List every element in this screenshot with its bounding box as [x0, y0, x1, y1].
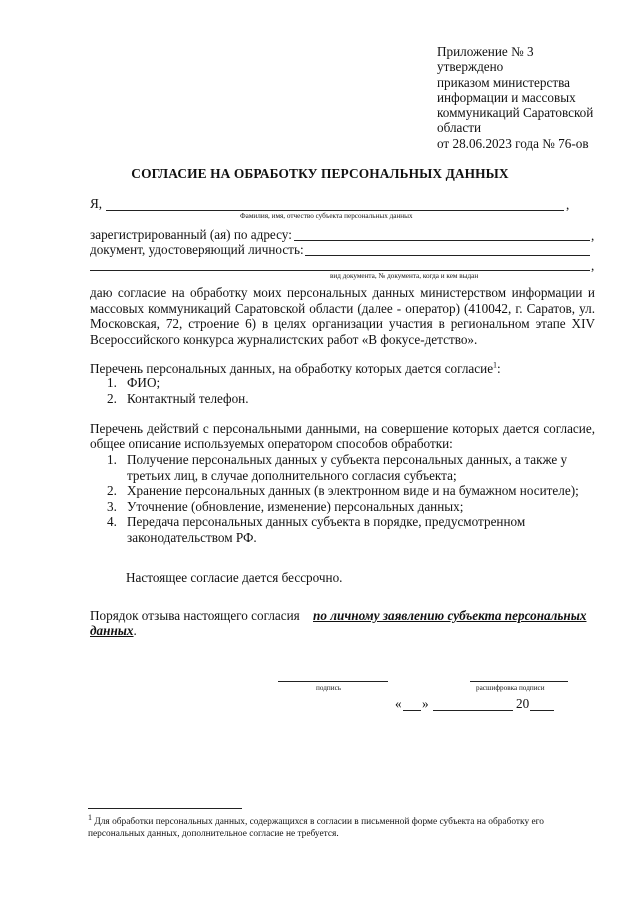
- list-item-number: 1.: [107, 375, 117, 390]
- footnote-mark: 1: [88, 812, 92, 822]
- data-list-intro-text: Перечень персональных данных, на обработку которых дается согласие: [90, 361, 494, 376]
- list-item: [107, 375, 587, 391]
- ya-label: Я,: [90, 196, 103, 211]
- document-caption: вид документа, № документа, когда и кем выдан: [330, 272, 479, 280]
- list-item: [107, 483, 577, 499]
- signature-caption: подпись: [316, 684, 342, 692]
- fio-caption: Фамилия, имя, отчество субъекта персональных данных: [240, 212, 413, 220]
- footnote-text: Для обработки персональных данных, содержащихся в согласии в письменной форме субъекта на обработку его персональных данных, дополнительное согласие не требуется.: [88, 817, 544, 839]
- appendix-line: коммуникаций Саратовской: [437, 105, 594, 121]
- data-list: [107, 375, 587, 407]
- document-label: документ, удостоверяющий личность:: [90, 242, 304, 257]
- date-year-prefix: 20: [516, 696, 530, 711]
- list-item-text: Передача персональных данных субъекта в порядке, предусмотренном законодательством РФ.: [127, 514, 526, 545]
- signature-field[interactable]: [278, 681, 388, 682]
- date-year-field[interactable]: [530, 710, 554, 711]
- fio-field[interactable]: [106, 210, 564, 211]
- date-close-quote: »: [422, 696, 429, 711]
- actions-intro-line1: Перечень действий с персональными данными, на совершение которых дается согласие,: [90, 421, 595, 436]
- list-item: [107, 499, 577, 515]
- term-statement: Настоящее согласие дается бессрочно.: [126, 570, 343, 585]
- list-item-text: Получение персональных данных у субъекта персональных данных, а также у третьих лиц, в случае дополнительного согласия субъекта;: [127, 452, 568, 483]
- list-item-number: 2.: [107, 391, 117, 407]
- list-item-number: 1.: [107, 452, 117, 467]
- data-list-colon: :: [497, 361, 501, 376]
- revocation-period: .: [133, 623, 137, 638]
- address-comma: ,: [591, 228, 595, 243]
- date-open-quote: «: [395, 696, 402, 711]
- list-item-number: 2.: [107, 483, 117, 499]
- fio-comma: ,: [566, 197, 570, 212]
- list-item-text: Контактный телефон.: [127, 391, 249, 407]
- footnote-separator: [88, 808, 242, 809]
- revocation-value-line2: данных: [90, 623, 134, 638]
- decoding-caption: расшифровка подписи: [476, 684, 545, 692]
- appendix-block: [437, 44, 593, 151]
- date-month-field[interactable]: [433, 710, 513, 711]
- address-label: зарегистрированный (ая) по адресу:: [90, 227, 292, 242]
- list-item-number: 3.: [107, 498, 117, 514]
- footnote: [88, 812, 558, 840]
- address-field[interactable]: [294, 240, 590, 241]
- consent-paragraph: даю согласие на обработку моих персональных данных министерством информации и массовых коммуникаций Саратовской области (далее - оператор) (410042, г. Саратов, ул. Московская, 72, строение 6) в целях организации участия в региональном этапе XIV Всероссийского конкурса журналистских работ «В фокусе-детство».: [90, 285, 595, 347]
- document-field-line2[interactable]: [90, 270, 590, 271]
- revocation-value-line1: по личному заявлению субъекта персональных: [313, 608, 587, 623]
- appendix-line: информации и массовых: [437, 89, 576, 105]
- revocation-value-line2-wrap: [90, 623, 137, 639]
- actions-intro-line2: общее описание используемых оператором способов обработки:: [90, 436, 453, 451]
- list-item: [107, 391, 587, 407]
- list-item-number: 4.: [107, 514, 117, 530]
- list-item-text: Уточнение (обновление, изменение) персональных данных;: [127, 498, 464, 514]
- document-field[interactable]: [305, 255, 590, 256]
- document-title: СОГЛАСИЕ НА ОБРАБОТКУ ПЕРСОНАЛЬНЫХ ДАННЫХ: [131, 166, 509, 181]
- appendix-line: области: [437, 120, 482, 136]
- list-item: [107, 452, 577, 483]
- list-item: [107, 514, 527, 545]
- date-day-field[interactable]: [403, 710, 421, 711]
- appendix-line: Приложение № 3: [437, 44, 534, 59]
- appendix-line: утверждено: [437, 59, 504, 75]
- list-item-text: Хранение персональных данных (в электронном виде и на бумажном носителе);: [127, 483, 579, 499]
- appendix-line: приказом министерства: [437, 74, 570, 90]
- revocation-label: Порядок отзыва настоящего согласия: [90, 608, 300, 623]
- document-comma: ,: [591, 258, 595, 273]
- decoding-field[interactable]: [470, 681, 568, 682]
- list-item-text: ФИО;: [127, 375, 161, 390]
- appendix-line: от 28.06.2023 года № 76-ов: [437, 135, 589, 151]
- footnote-ref: 1: [493, 360, 498, 370]
- actions-list: [107, 452, 577, 546]
